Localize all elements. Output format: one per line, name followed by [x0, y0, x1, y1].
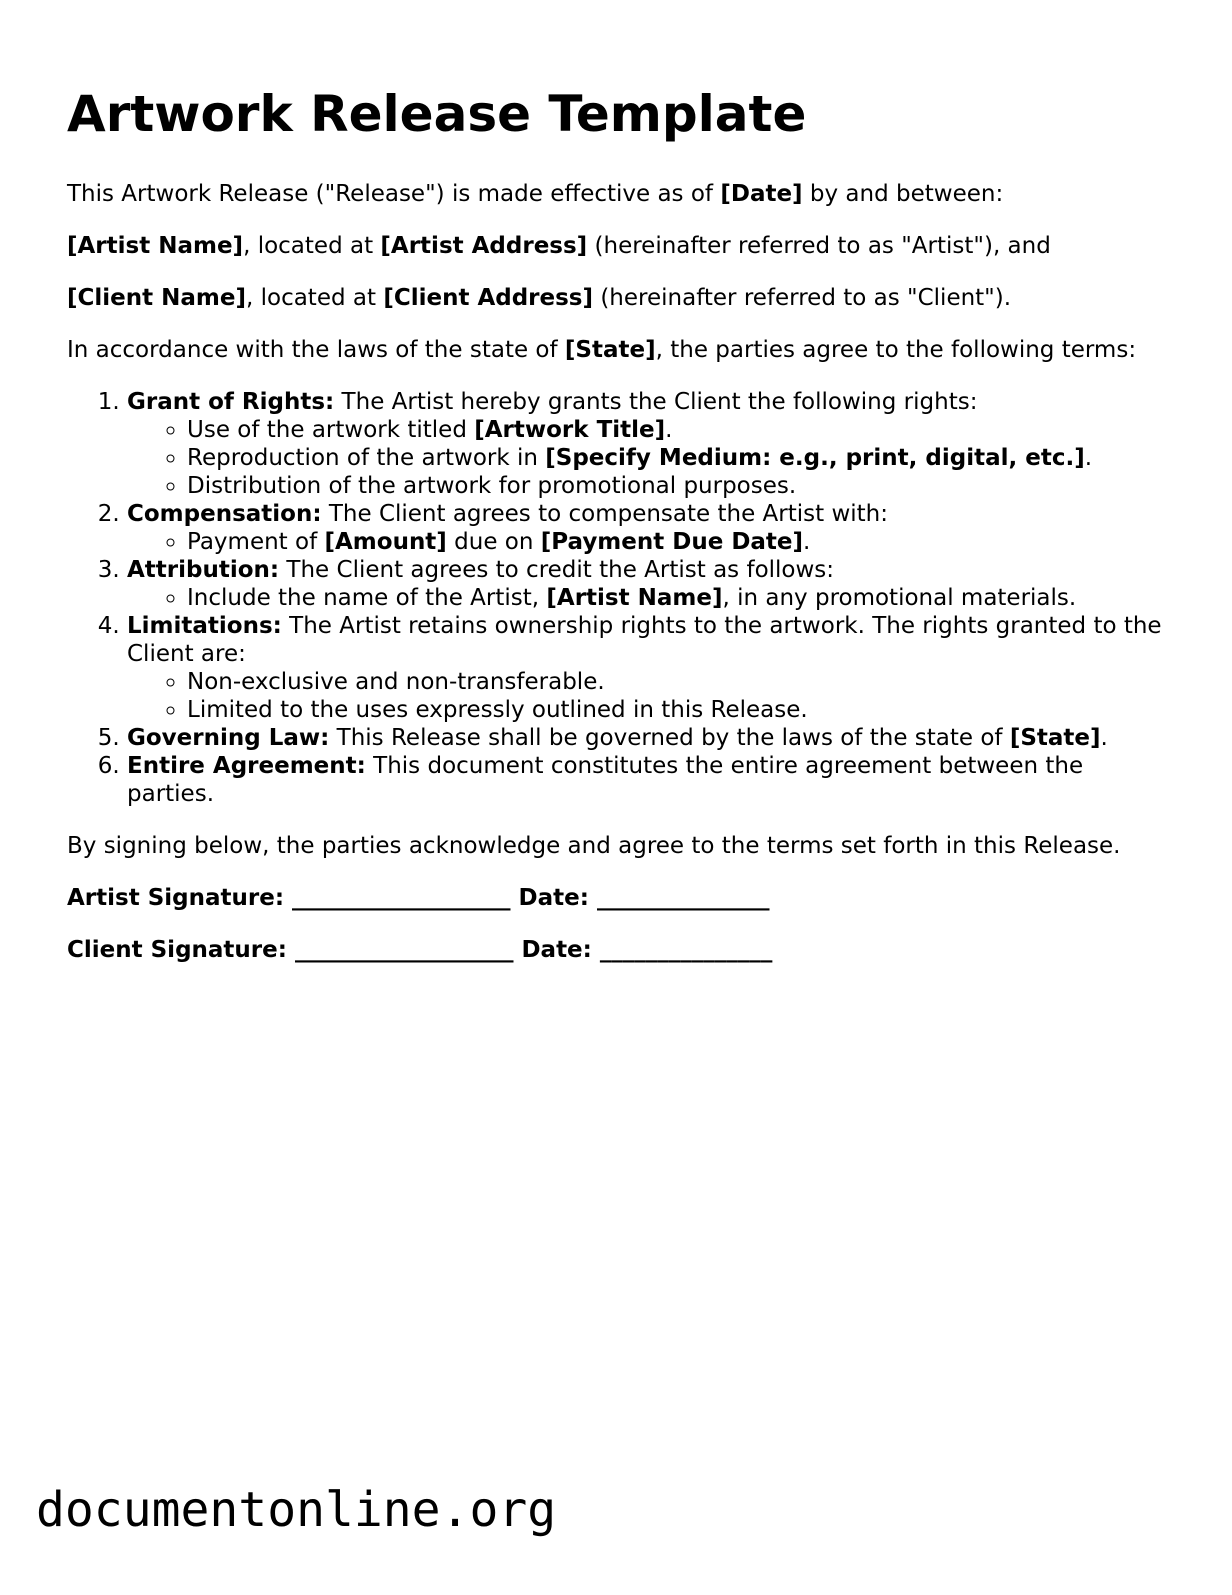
artist-address-placeholder: [Artist Address]: [380, 233, 588, 259]
term-compensation: 2. Compensation: The Client agrees to compensate the Artist with: ◦ Payment of [Amount] due on [Payment Due Date].: [127, 500, 1167, 556]
client-address-placeholder: [Client Address]: [383, 285, 594, 311]
document-page: [67, 84, 1167, 988]
list-item: ◦ Payment of [Amount] due on [Payment Due Date].: [187, 528, 1167, 556]
term-grant-of-rights: 1. Grant of Rights: The Artist hereby grants the Client the following rights: ◦ Use of the artwork titled [Artwork Title]. ◦ Reproduction of the artwork in [Specify Medium: e.g., print, digital, etc.]. ◦ Distribution of the artwork for promotional purposes.: [127, 388, 1167, 500]
list-item: ◦ Limited to the uses expressly outlined in this Release.: [187, 696, 1167, 724]
date-placeholder: [Date]: [720, 181, 803, 207]
term-entire-agreement: 6. Entire Agreement: This document constitutes the entire agreement between the parties.: [127, 752, 1167, 808]
term-attribution: 3. Attribution: The Client agrees to credit the Artist as follows: ◦ Include the name of the Artist, [Artist Name], in any promotional materials.: [127, 556, 1167, 612]
page-title: Artwork Release Template: [67, 85, 807, 143]
watermark: documentonline.org: [36, 1482, 557, 1538]
list-item: ◦ Distribution of the artwork for promotional purposes.: [187, 472, 1167, 500]
client-paragraph: [Client Name], located at [Client Address] (hereinafter referred to as "Client").: [67, 285, 1012, 311]
state-placeholder: [State]: [564, 337, 656, 363]
terms-list: [67, 388, 1167, 808]
term-limitations: 4. Limitations: The Artist retains ownership rights to the artwork. The rights granted to the Client are: ◦ Non-exclusive and non-transferable. ◦ Limited to the uses expressly outlined in this Release.: [127, 612, 1167, 724]
list-item: ◦ Reproduction of the artwork in [Specify Medium: e.g., print, digital, etc.].: [187, 444, 1167, 472]
compensation-sublist: [127, 528, 1167, 556]
list-item: ◦ Include the name of the Artist, [Artist Name], in any promotional materials.: [187, 584, 1167, 612]
artist-signature-line: Artist Signature: ___________________ Date: _______________: [67, 885, 770, 911]
artist-name-placeholder: [Artist Name]: [67, 233, 244, 259]
client-signature-line: Client Signature: ___________________ Date: _______________: [67, 937, 773, 963]
list-item: ◦ Non-exclusive and non-transferable.: [187, 668, 1167, 696]
list-item: ◦ Use of the artwork titled [Artwork Title].: [187, 416, 1167, 444]
closing-paragraph: By signing below, the parties acknowledge and agree to the terms set forth in this Release.: [67, 833, 1121, 859]
client-name-placeholder: [Client Name]: [67, 285, 246, 311]
intro-paragraph: This Artwork Release ("Release") is made effective as of [Date] by and between:: [67, 181, 1004, 207]
limitations-sublist: [127, 668, 1167, 724]
attribution-sublist: [127, 584, 1167, 612]
artist-paragraph: [Artist Name], located at [Artist Address] (hereinafter referred to as "Artist"), and: [67, 233, 1051, 259]
term-governing-law: 5. Governing Law: This Release shall be governed by the laws of the state of [State].: [127, 724, 1167, 752]
state-paragraph: In accordance with the laws of the state of [State], the parties agree to the following terms:: [67, 337, 1137, 363]
grant-sublist: [127, 416, 1167, 500]
